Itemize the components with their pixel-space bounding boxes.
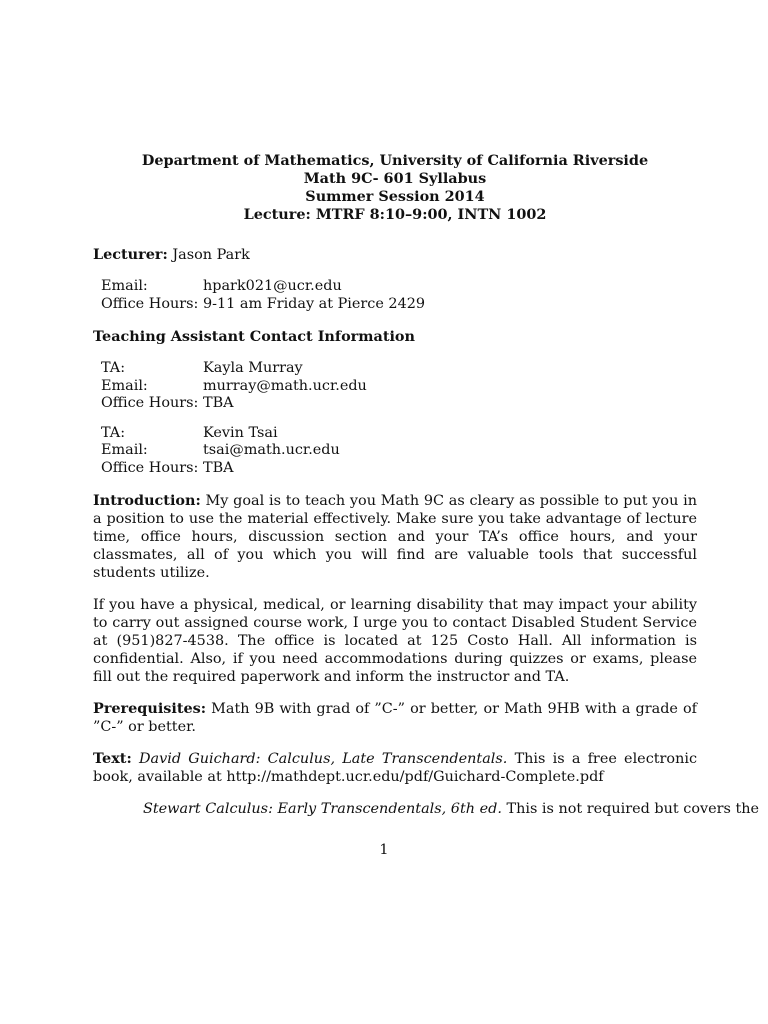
introduction-paragraph	[93, 492, 697, 582]
session-line: Summer Session 2014	[305, 188, 485, 205]
ta1-name-key: TA:	[101, 360, 126, 376]
lecturer-label: Lecturer:	[93, 246, 168, 263]
ta2-email-value: tsai@math.ucr.edu	[203, 442, 340, 458]
text-paragraph	[93, 750, 697, 786]
text-label: Text:	[93, 750, 132, 767]
prerequisites-label: Prerequisites:	[93, 700, 207, 717]
ta1-name-value: Kayla Murray	[203, 360, 303, 376]
lecture-line: Lecture: MTRF 8:10–9:00, INTN 1002	[243, 206, 547, 223]
ta1-email-row	[101, 378, 367, 396]
lecturer-hours-key: Office Hours:	[101, 295, 199, 312]
department-line: Department of Mathematics, University of California Riverside	[141, 152, 649, 169]
ta2-name-key: TA:	[101, 424, 126, 441]
lecturer-contact-table	[101, 278, 425, 313]
ta1-contact-table	[101, 360, 367, 413]
disability-paragraph: If you have a physical, medical, or learning disability that may impact your ability to carry out assigned course work, I urge you to contact Disabled Student Service at (951)827-4538. The office is located at 125 Costo Hall. All information is confidential. Also, if you need accommodations during quizzes or exams, please fill out the required paperwork and inform the instructor and TA.	[93, 597, 697, 685]
course-line: Math 9C- 601 Syllabus	[303, 170, 487, 187]
ta2-hours-row	[101, 460, 340, 478]
alt-textbook-line	[93, 800, 760, 818]
document-header	[93, 152, 697, 224]
ta1-hours-value: TBA	[203, 395, 234, 411]
ta1-hours-key: Office Hours:	[101, 395, 199, 411]
lecturer-hours-row	[101, 296, 425, 314]
ta1-name-row	[101, 360, 367, 378]
ta2-contact-table	[101, 425, 340, 478]
alt-textbook-text: This is not required but covers the	[501, 801, 760, 817]
lecturer-line	[93, 246, 697, 264]
ta1-email-value: murray@math.ucr.edu	[203, 377, 367, 394]
ta1-email-key: Email:	[101, 377, 148, 394]
lecturer-email-value: hpark021@ucr.edu	[203, 278, 342, 294]
prerequisites-text: Math 9B with grad of ”C-” or better, or Math 9HB with a grade of ”C-” or better.	[93, 701, 697, 735]
lecturer-email-row	[101, 278, 425, 296]
lecturer-name: Jason Park	[172, 247, 250, 263]
ta2-hours-value: TBA	[203, 459, 234, 476]
ta2-email-row	[101, 442, 340, 460]
lecturer-hours-value: 9-11 am Friday at Pierce 2429	[203, 295, 426, 312]
page-number: 1	[379, 842, 389, 858]
alt-textbook-title: Stewart Calculus: Early Transcendentals, 6th ed.	[143, 801, 502, 817]
textbook-title: David Guichard: Calculus, Late Transcendentals.	[138, 751, 508, 767]
prerequisites-paragraph	[93, 700, 697, 736]
introduction-text: My goal is to teach you Math 9C as cleary as possible to put you in a position to use the material effectively. Make sure you take advantage of lecture time, office hours, discussion section and your TA’s office hours, and your classmates, all of you which you will find are valuable tools that successful students utilize.	[93, 493, 697, 581]
textbook-text: This is a free electronic book, available at http://mathdept.ucr.edu/pdf/Guichard-Complete.pdf	[93, 751, 698, 785]
ta1-hours-row	[101, 395, 367, 413]
ta2-name-row	[101, 425, 340, 443]
ta2-hours-key: Office Hours:	[101, 459, 199, 476]
lecturer-email-key: Email:	[101, 278, 148, 294]
ta2-email-key: Email:	[101, 442, 148, 458]
ta2-name-value: Kevin Tsai	[203, 424, 278, 441]
syllabus-content	[93, 152, 760, 818]
introduction-label: Introduction:	[93, 492, 201, 509]
ta-section-title: Teaching Assistant Contact Information	[93, 328, 415, 345]
